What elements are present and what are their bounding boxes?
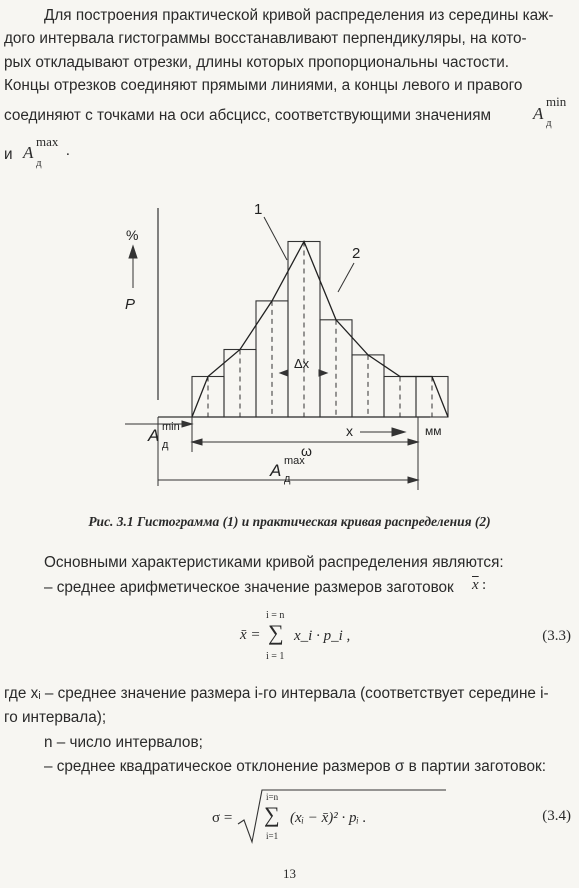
eq34-body: (xᵢ − x̄)² · pᵢ . [290, 810, 367, 826]
omega-arrow-left [192, 439, 202, 445]
amin-A: A [148, 426, 160, 445]
d-sub-1: д [546, 117, 552, 129]
x-arrow-head [392, 428, 405, 436]
where-line-2: го интервала); [4, 709, 107, 726]
eq34-bottom: i=1 [266, 831, 279, 841]
intro-line-4: Концы отрезков соединяют прямыми линиями, а концы левого и правого [4, 77, 523, 94]
delta-x-arrow-right [319, 370, 327, 376]
sigma-item: – среднее квадратическое отклонение размеров σ в партии заготовок: [44, 758, 546, 775]
eq34-lhs: σ = [212, 810, 233, 826]
amin-arrow [182, 421, 192, 427]
page-number: 13 [283, 866, 296, 881]
y-unit: % [126, 227, 139, 243]
where-line-3: n – число интервалов; [44, 734, 203, 751]
where-line-1: где xᵢ – среднее значение размера i-го интервала (соответствует середине i- [4, 685, 549, 702]
eq33-bottom: i = 1 [266, 651, 285, 662]
eq33-lhs: x̄ = [240, 627, 261, 643]
eq34-number: (3.4) [542, 808, 571, 824]
histogram-figure [0, 180, 579, 500]
intro-line-1: Для построения практической кривой распределения из середины каж- [44, 7, 554, 24]
eq33-number: (3.3) [542, 628, 571, 644]
label-2-leader [338, 263, 354, 292]
period: . [66, 143, 70, 159]
characteristics-intro: Основными характеристиками кривой распределения являются: [44, 554, 504, 571]
eq33-top: i = n [266, 610, 285, 621]
x-unit: мм [425, 424, 442, 438]
delta-x-arrow-left [280, 370, 288, 376]
figure-caption: Рис. 3.1 Гистограмма (1) и практическая кривая распределения (2) [88, 514, 491, 529]
delta-x-label: Δx [294, 356, 310, 371]
label-2: 2 [352, 245, 361, 262]
x-label: x [346, 423, 353, 439]
intro-line-3: рых откладывают отрезки, длины которых пропорциональны частости. [4, 54, 509, 71]
omega-arrow-right [408, 439, 418, 445]
label-1: 1 [254, 201, 263, 218]
histogram-bars [192, 242, 448, 418]
colon-1: : [482, 577, 487, 593]
amax-sup: max [284, 455, 305, 467]
d-sub-2: д [36, 157, 42, 169]
amin-sup: min [162, 421, 180, 433]
eq33-sum: ∑ [268, 620, 284, 645]
intro-line-2: дого интервала гистограммы восстанавливают перпендикуляры, на кото- [4, 30, 527, 47]
amin-sub: д [162, 439, 169, 451]
eq34-top: i=n [266, 792, 279, 802]
label-1-leader [264, 217, 287, 260]
omega-label: ω [301, 443, 312, 459]
min-sup: min [546, 94, 567, 109]
y-label: P [125, 296, 136, 313]
y-arrow-head [129, 246, 137, 258]
mean-item: – среднее арифметическое значение размеров заготовок [44, 579, 454, 596]
a-min-symbol: A [533, 104, 544, 123]
xbar-inline: $\overline{x}$ [472, 577, 479, 593]
eq34-sum: ∑ [264, 802, 280, 827]
intro-line-5: соединяют с точками на оси абсцисс, соответствующими значениям [4, 107, 492, 124]
eq33-body: x_i · p_i , [294, 628, 351, 644]
intro-line-6: и [4, 146, 13, 163]
amax-sub: д [284, 473, 291, 485]
a-max-symbol: A [23, 143, 34, 162]
amax-A: A [270, 461, 282, 480]
amax-arrow [408, 477, 418, 483]
max-sup: max [36, 134, 59, 149]
